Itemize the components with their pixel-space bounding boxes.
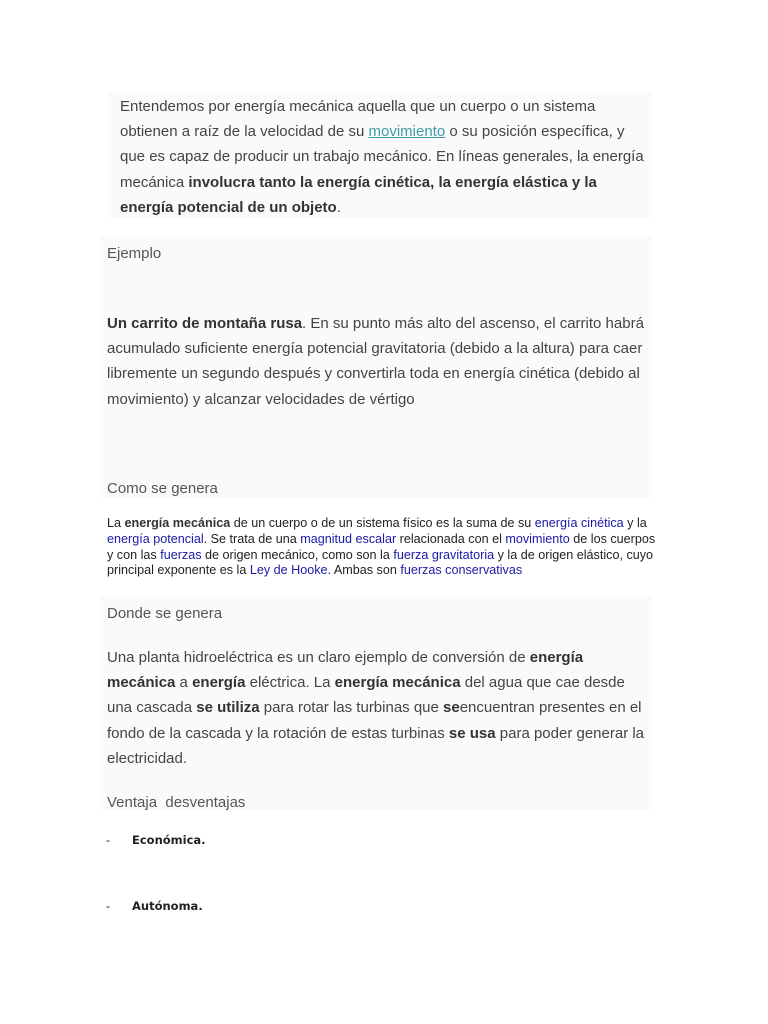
intro-block bbox=[108, 92, 652, 218]
bullet-dash: - bbox=[106, 899, 111, 913]
ejemplo-block bbox=[100, 236, 652, 498]
link-energia-cinetica[interactable]: energía cinética bbox=[534, 516, 624, 530]
intro-paragraph: Entendemos por energía mecánica aquella que un cuerpo o un sistema obtienen a raíz de la velocidad de su movimiento o su posición específica, y que es capaz de producir un trabajo mecánico. En líneas generales, la energía mecánica involucra tanto la energía cinética, la energía elástica y la energía potencial de un objeto. bbox=[120, 98, 644, 216]
intro-bold: involucra tanto la energía cinética, la energía elástica y la energía potencial de un objeto bbox=[120, 173, 597, 216]
ejemplo-bold: Un carrito de montaña rusa bbox=[107, 315, 303, 332]
link-magnitud-escalar[interactable]: magnitud escalar bbox=[300, 531, 397, 546]
list-item bbox=[106, 899, 203, 913]
link-movimiento-2[interactable]: movimiento bbox=[505, 531, 570, 546]
donde-se-genera-heading: Donde se genera bbox=[107, 605, 223, 622]
donde-se-genera-paragraph: Una planta hidroeléctrica es un claro ejemplo de conversión de energía mecánica a energía eléctrica. La energía mecánica del agua que cae desde una cascada se utiliza para rotar las turbinas que seencuentran presentes en el fondo de la cascada y la rotación de estas turbinas se usa para poder generar la electricidad. bbox=[107, 649, 645, 767]
link-fuerzas[interactable]: fuerzas bbox=[160, 547, 202, 562]
como-se-genera-heading: Como se genera bbox=[107, 480, 218, 497]
list-item bbox=[106, 833, 206, 847]
ejemplo-heading: Ejemplo bbox=[107, 245, 162, 262]
como-se-genera-paragraph: La energía mecánica de un cuerpo o de un sistema físico es la suma de su energía cinética y la energía potencial. Se trata de una magnitud escalar relacionada con el movimiento de los cuerpos y con las fuerzas de origen mecánico, como son la fuerza gravitatoria y la de origen elástico, cuyo principal exponente es la Ley de Hooke. Ambas son fuerzas conservativas bbox=[107, 516, 656, 578]
link-energia-potencial[interactable]: energía potencial bbox=[107, 531, 204, 546]
link-fuerzas-conservativas[interactable]: fuerzas conservativas bbox=[400, 563, 523, 578]
ejemplo-paragraph: Un carrito de montaña rusa. En su punto más alto del ascenso, el carrito habrá acumulado suficiente energía potencial gravitatoria (debido a la altura) para caer libremente un segundo después y convertirla toda en energía cinética (debido al movimiento) y alcanzar velocidades de vértigo bbox=[107, 315, 644, 408]
bullet-dash: - bbox=[106, 833, 111, 847]
list-item-label: Económica. bbox=[132, 833, 206, 847]
donde-se-genera-block bbox=[100, 596, 652, 810]
link-fuerza-gravitatoria[interactable]: fuerza gravitatoria bbox=[393, 547, 495, 562]
ventajas-heading: Ventaja desventajas bbox=[107, 794, 246, 811]
list-item-label: Autónoma. bbox=[132, 899, 203, 913]
link-ley-de-hooke[interactable]: Ley de Hooke bbox=[249, 563, 328, 578]
link-movimiento[interactable]: movimiento bbox=[368, 123, 446, 141]
